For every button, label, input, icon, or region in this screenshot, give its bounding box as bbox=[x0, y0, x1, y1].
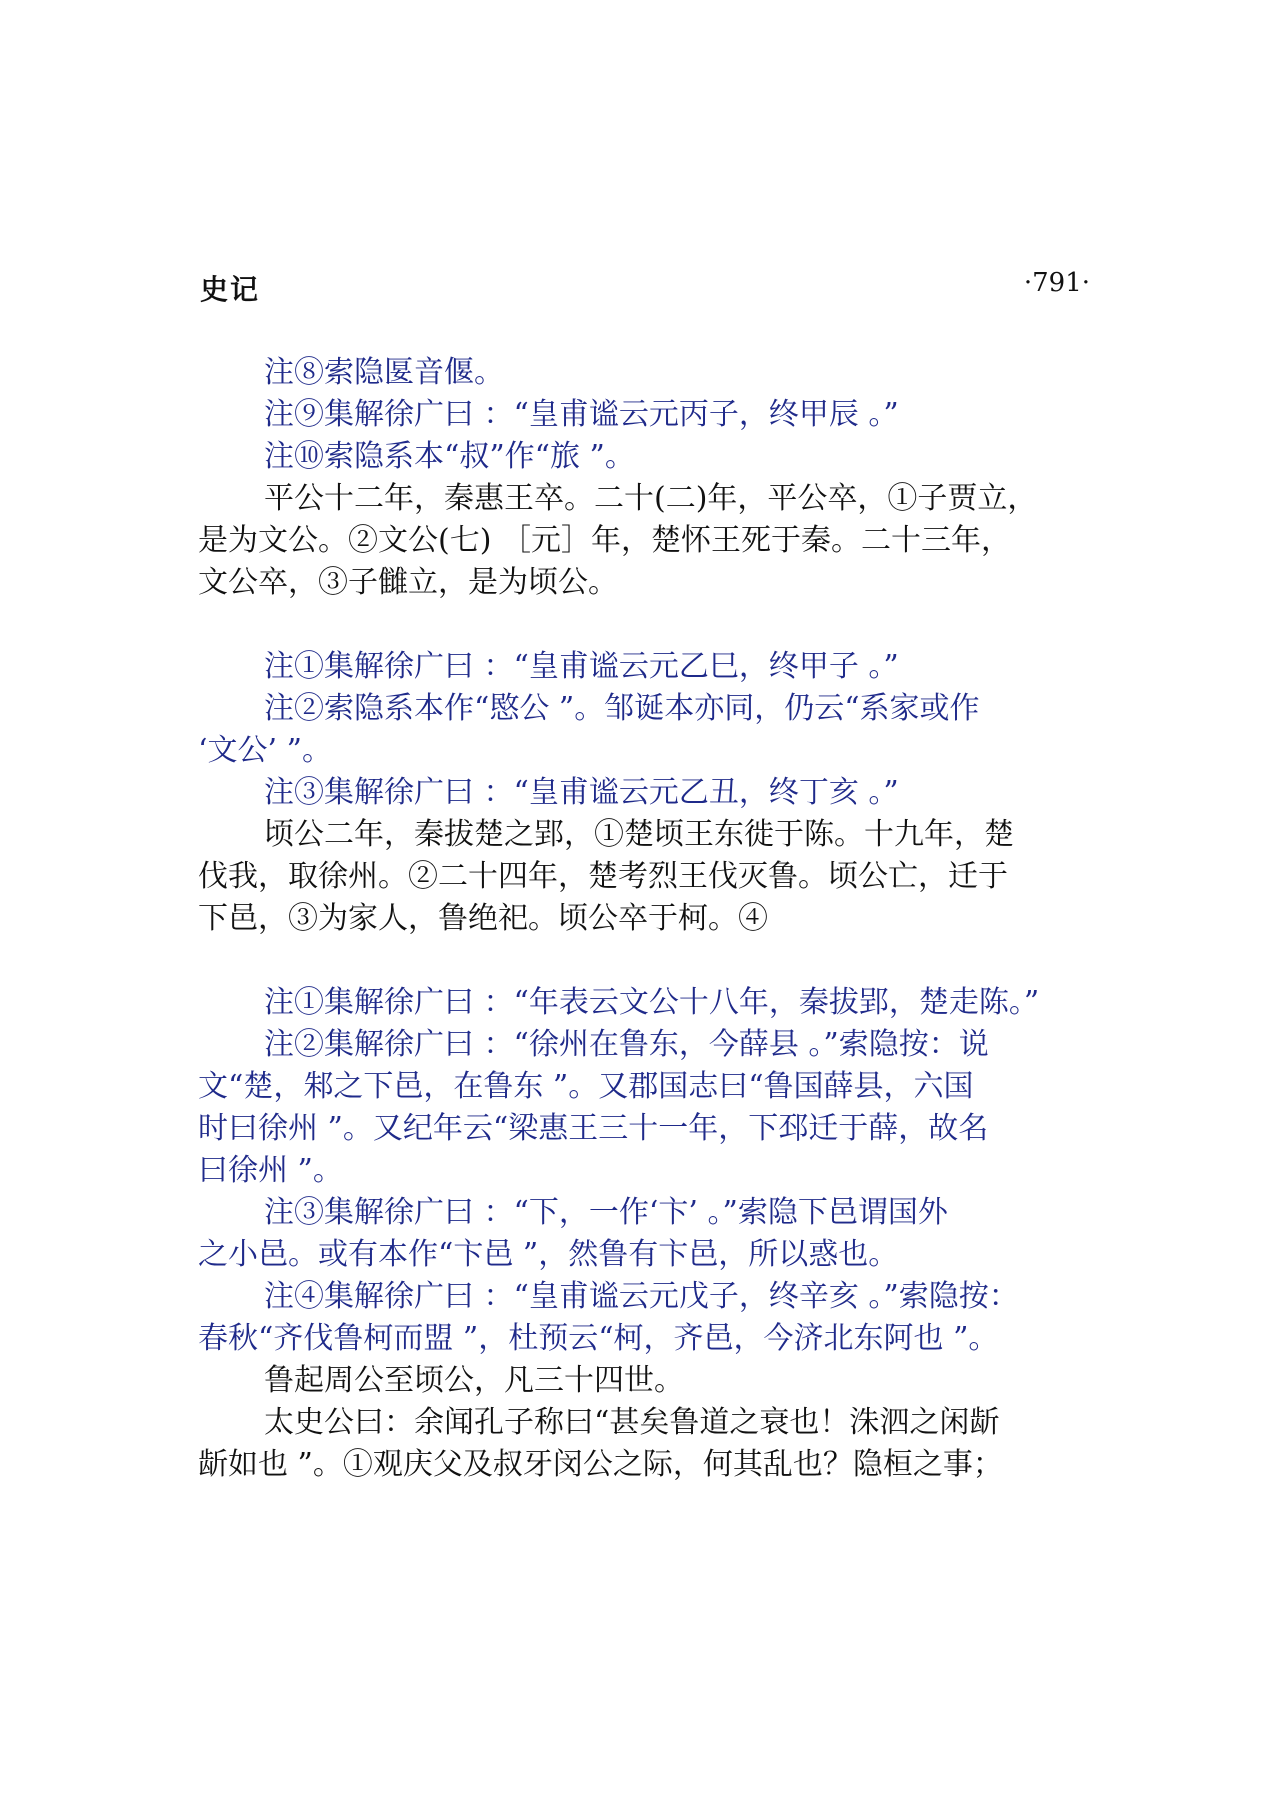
body-line: 顷公二年，秦拔楚之郢，①楚顷王东徙于陈。十九年，楚 bbox=[264, 817, 1014, 852]
body-paragraph bbox=[198, 1360, 1098, 1402]
body-paragraph bbox=[198, 814, 1098, 940]
annotation-paragraph bbox=[198, 688, 1098, 772]
annotation-line: 注②索隐系本作“愍公 ”。邹诞本亦同，仍云“系家或作 bbox=[264, 691, 980, 726]
annotation-paragraph bbox=[198, 1192, 1098, 1276]
annotation-line: 之小邑。或有本作“卞邑 ”，然鲁有卞邑，所以惑也。 bbox=[198, 1237, 899, 1272]
annotation-paragraph bbox=[198, 394, 1098, 436]
body-paragraph bbox=[198, 478, 1098, 604]
annotation-line: 注③集解徐广曰 ：“皇甫谧云元乙丑，终丁亥 。” bbox=[264, 775, 899, 810]
annotation-paragraph bbox=[198, 436, 1098, 478]
annotation-paragraph bbox=[198, 772, 1098, 814]
page-content bbox=[198, 352, 1098, 1486]
annotation-line: 注②集解徐广曰 ：“徐州在鲁东，今薛县 。”索隐按：说 bbox=[264, 1027, 989, 1062]
body-line: 是为文公。②文公(七) ［元］年，楚怀王死于秦。二十三年， bbox=[198, 523, 1011, 558]
body-line: 下邑，③为家人，鲁绝祀。顷公卒于柯。④ bbox=[198, 901, 768, 936]
book-title: 史记 bbox=[200, 273, 261, 306]
annotation-paragraph bbox=[198, 1024, 1098, 1192]
annotation-line: 时曰徐州 ”。又纪年云“梁惠王三十一年，下邳迁于薛，故名 bbox=[198, 1111, 989, 1146]
annotation-paragraph bbox=[198, 982, 1098, 1024]
body-line: 文公卒，③子雠立，是为顷公。 bbox=[198, 565, 618, 600]
body-line: 伐我，取徐州。②二十四年，楚考烈王伐灭鲁。顷公亡，迁于 bbox=[198, 859, 1008, 894]
annotation-line: 注①集解徐广曰 ：“皇甫谧云元乙巳，终甲子 。” bbox=[264, 649, 899, 684]
body-line: 平公十二年，秦惠王卒。二十(二)年，平公卒，①子贾立， bbox=[264, 481, 1038, 516]
annotation-paragraph bbox=[198, 352, 1098, 394]
body-paragraph bbox=[198, 1402, 1098, 1486]
body-line: 鲁起周公至顷公，凡三十四世。 bbox=[264, 1363, 684, 1398]
body-line: 龂如也 ”。①观庆父及叔牙闵公之际，何其乱也？隐桓之事； bbox=[198, 1447, 1003, 1482]
page-header bbox=[200, 268, 1090, 308]
paragraph-gap bbox=[198, 940, 1098, 982]
paragraph-gap bbox=[198, 604, 1098, 646]
page-number: ·791· bbox=[1023, 268, 1090, 298]
annotation-line: 注①集解徐广曰 ：“年表云文公十八年，秦拔郢，楚走陈。” bbox=[264, 985, 1040, 1020]
annotation-line: 注③集解徐广曰 ：“下，一作‘卞’ 。”索隐下邑谓国外 bbox=[264, 1195, 948, 1230]
annotation-line: ‘文公’ ”。 bbox=[198, 733, 332, 768]
annotation-line: 注⑩索隐系本“叔”作“旅 ”。 bbox=[264, 439, 635, 474]
annotation-line: 曰徐州 ”。 bbox=[198, 1153, 343, 1188]
annotation-line: 注⑧索隐匽音偃。 bbox=[264, 355, 504, 390]
annotation-line: 注⑨集解徐广曰 ：“皇甫谧云元丙子，终甲辰 。” bbox=[264, 397, 899, 432]
annotation-paragraph bbox=[198, 646, 1098, 688]
annotation-line: 文“楚，邾之下邑，在鲁东 ”。又郡国志曰“鲁国薛县，六国 bbox=[198, 1069, 974, 1104]
annotation-paragraph bbox=[198, 1276, 1098, 1360]
annotation-line: 春秋“齐伐鲁柯而盟 ”，杜预云“柯，齐邑，今济北东阿也 ”。 bbox=[198, 1321, 999, 1356]
annotation-line: 注④集解徐广曰 ：“皇甫谧云元戊子，终辛亥 。”索隐按： bbox=[264, 1279, 1019, 1314]
body-line: 太史公曰：余闻孔子称曰“甚矣鲁道之衰也！洙泗之闲龂 bbox=[264, 1405, 1000, 1440]
